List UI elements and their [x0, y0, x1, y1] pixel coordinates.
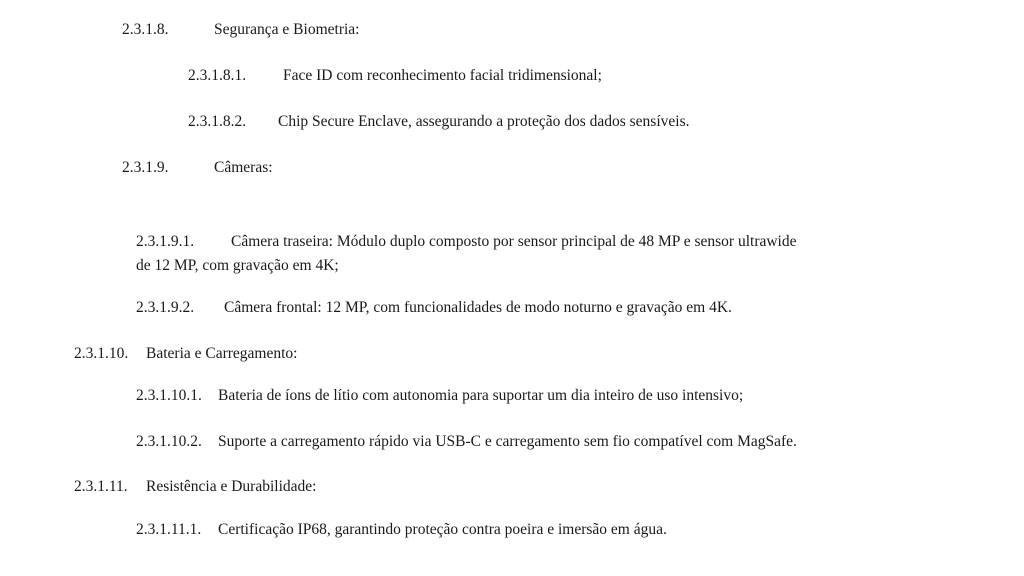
list-item — [188, 112, 690, 132]
section-heading — [122, 158, 273, 178]
item-text: Câmera frontal: 12 MP, com funcionalidades de modo noturno e gravação em 4K. — [224, 299, 732, 316]
list-item — [136, 432, 797, 452]
item-text-continuation: de 12 MP, com gravação em 4K; — [136, 257, 339, 274]
section-heading — [74, 477, 316, 497]
item-number: 2.3.1.9.2. — [136, 299, 195, 316]
item-text: Câmera traseira: Módulo duplo composto por sensor principal de 48 MP e sensor ultrawide — [231, 233, 797, 250]
item-number: 2.3.1.9.1. — [136, 233, 195, 250]
list-item — [136, 386, 743, 406]
section-title: Resistência e Durabilidade: — [146, 478, 317, 495]
list-item — [136, 520, 667, 540]
section-title: Segurança e Biometria: — [214, 21, 360, 38]
section-number: 2.3.1.11. — [74, 478, 128, 495]
list-item — [188, 66, 602, 86]
section-heading — [74, 344, 297, 364]
item-number: 2.3.1.10.1. — [136, 387, 202, 404]
section-number: 2.3.1.9. — [122, 159, 169, 176]
section-heading — [122, 20, 359, 40]
item-number: 2.3.1.8.1. — [188, 67, 247, 84]
item-number: 2.3.1.10.2. — [136, 433, 202, 450]
list-item — [136, 232, 797, 252]
item-number: 2.3.1.11.1. — [136, 521, 202, 538]
item-number: 2.3.1.8.2. — [188, 113, 247, 130]
item-text: Chip Secure Enclave, assegurando a proteção dos dados sensíveis. — [278, 113, 690, 130]
section-number: 2.3.1.10. — [74, 345, 129, 362]
list-item — [136, 298, 732, 318]
item-text: Suporte a carregamento rápido via USB-C e carregamento sem fio compatível com MagSafe. — [218, 433, 797, 450]
section-number: 2.3.1.8. — [122, 21, 169, 38]
item-text: Certificação IP68, garantindo proteção contra poeira e imersão em água. — [218, 521, 667, 538]
section-title: Câmeras: — [214, 159, 273, 176]
item-text: Bateria de íons de lítio com autonomia para suportar um dia inteiro de uso intensivo; — [218, 387, 744, 404]
section-title: Bateria e Carregamento: — [146, 345, 298, 362]
list-item-continuation — [136, 256, 339, 276]
item-text: Face ID com reconhecimento facial tridimensional; — [283, 67, 602, 84]
